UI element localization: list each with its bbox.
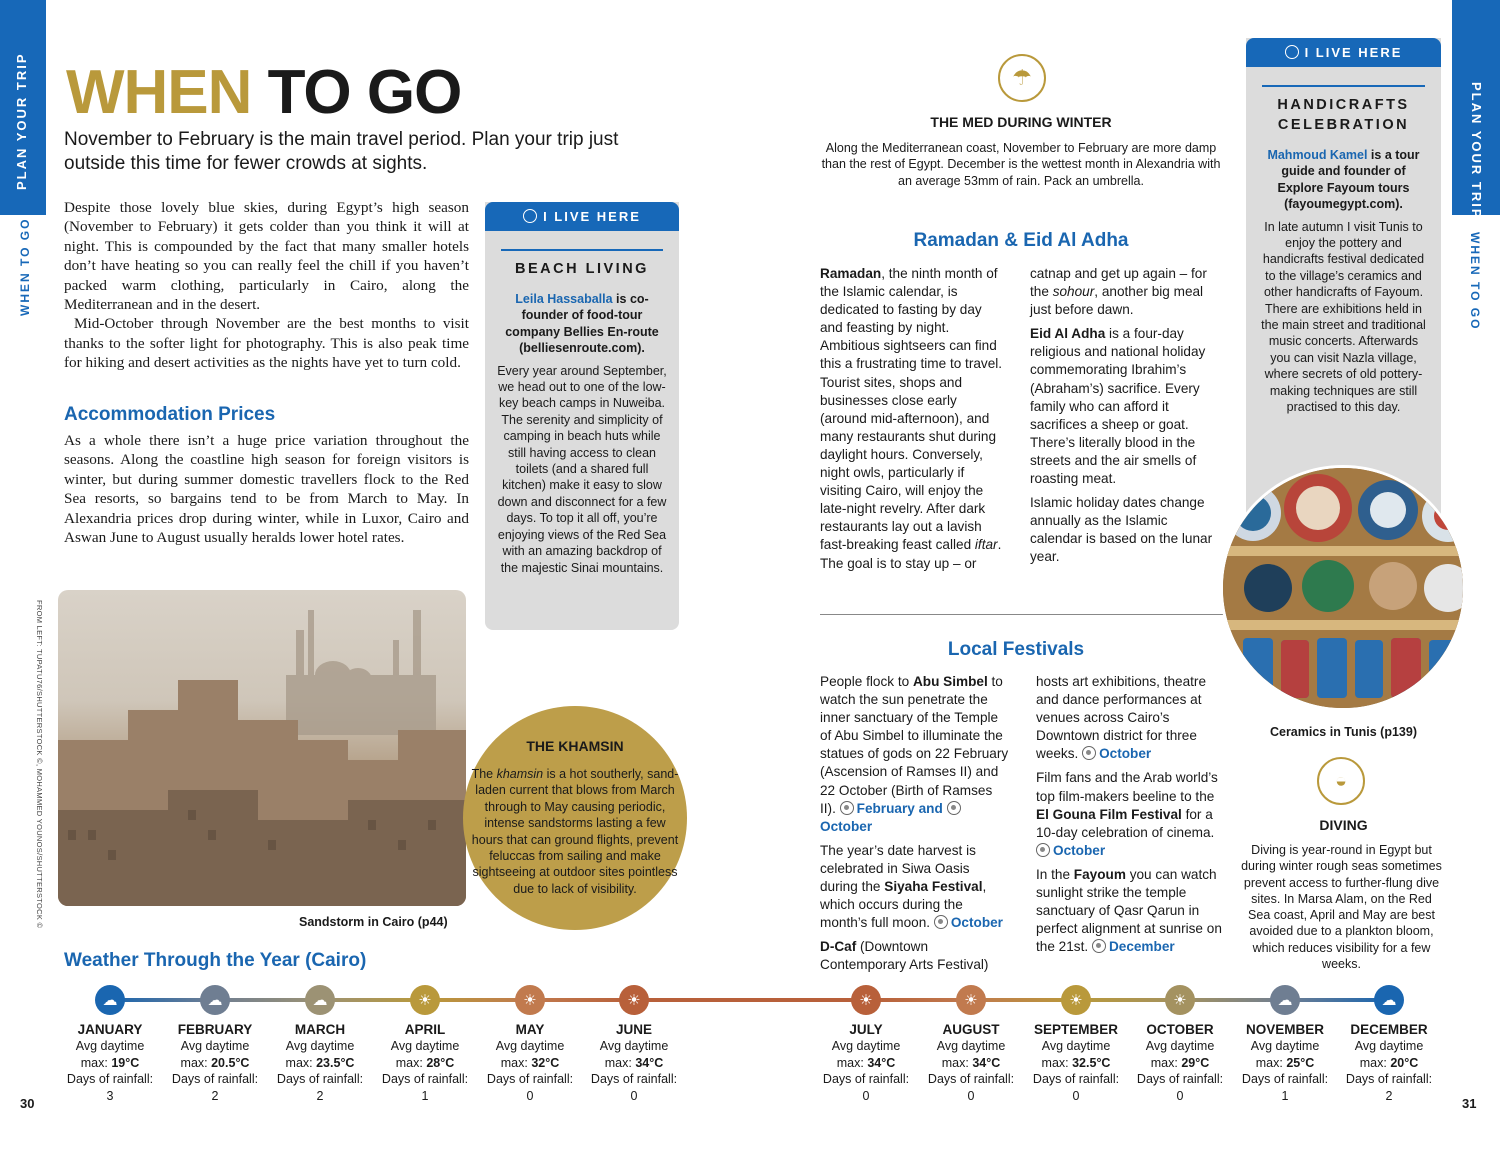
rain-label: Days of rainfall:: [927, 1072, 1015, 1087]
calendar-icon: [1092, 939, 1106, 953]
ramadan-term: Ramadan: [820, 266, 882, 281]
handicrafts-box-header-label: I LIVE HERE: [1304, 45, 1403, 60]
rain-days: 1: [1281, 1088, 1289, 1103]
month-name: AUGUST: [942, 1022, 1000, 1037]
ramadan-text-1: , the ninth month of the Islamic calendar, is dedicated to fasting by day and feasting by night. Ambitious sightseers can find this a frustrating time to travel. Tourist sites, shops and businesses close early (around mid-afternoon), and many restaurants shut during daylight hours. Conversely, night owls, particularly if visiting Cairo, will enjoy the late-night revelry. After dark restaurants lay out a lavish fast-breaking feast called: [820, 266, 1003, 553]
f1-month-1: February and: [856, 800, 943, 816]
ramadan-heading: Ramadan & Eid Al Adha: [913, 230, 1129, 251]
handicrafts-title-1: HANDICRAFTS: [1277, 97, 1410, 113]
ceramics-photo: [1220, 465, 1466, 711]
weather-month-july: [816, 1022, 916, 1104]
weather-heading: Weather Through the Year (Cairo): [64, 950, 367, 971]
f1-month-2: October: [820, 818, 873, 834]
weather-month-november: [1235, 1022, 1335, 1104]
cloud-sun-icon: ☁: [95, 985, 125, 1015]
festival-el-gouna: [1036, 769, 1226, 859]
weather-month-september: [1026, 1022, 1126, 1104]
khamsin-text-italic: khamsin: [496, 767, 544, 781]
sun-icon: ☀: [1165, 985, 1195, 1015]
accommodation-text: As a whole there isn’t a huge price variation throughout the seasons. Along the coastline high season for foreign visitors is winter, but during summer domestic travellers flock to the Red Sea resorts, so bargains tend to be from March to May. In Alexandria prices drop during winter, while in Luxor, Cairo and Aswan June to August usually heralds lower hotel rates.: [64, 432, 469, 547]
photo-credit: FROM LEFT: TUPATU76/SHUTTERSTOCK ©, MOHAMMED YOUNOS/SHUTTERSTOCK ©: [35, 600, 44, 929]
max-temp: max: 20.5°C: [180, 1055, 250, 1070]
rain-days: 2: [211, 1088, 219, 1103]
avg-label: Avg daytime: [75, 1039, 145, 1054]
month-name: JULY: [849, 1022, 883, 1037]
f5-text: you can watch sunlight strike the temple sanctuary of Qasr Qarun in perfect alignment at sunrise on the 21st.: [1036, 866, 1222, 955]
max-temp: max: 34°C: [836, 1055, 896, 1070]
max-temp: max: 34°C: [604, 1055, 664, 1070]
f5-pre: In the: [1036, 866, 1074, 882]
f1-bold: Abu Simbel: [912, 674, 988, 689]
beach-box-intro-rest: is co-founder of food-tour company Bellies En-route (belliesenroute.com).: [505, 292, 659, 356]
page-number-right: 31: [1462, 1096, 1477, 1111]
month-name: MAY: [515, 1022, 545, 1037]
month-name: FEBRUARY: [177, 1022, 253, 1037]
khamsin-circle: [463, 706, 687, 930]
max-temp: max: 25°C: [1255, 1055, 1315, 1070]
handicrafts-title: [1246, 95, 1441, 135]
beach-box-text: Every year around September, we head out to one of the low-key beach camps in Nuweiba. The serenity and simplicity of camping in beach huts while still having access to clean toilets (and a shared full kitchen) make it easy to slow down and disconnect for a few days. To top it all off, you’re enjoying views of the Red Sea with an amazing backdrop of the majestic Sinai mountains.: [497, 363, 667, 575]
calendar-icon: [947, 801, 961, 815]
rain-days: 0: [526, 1088, 534, 1103]
month-name: OCTOBER: [1146, 1022, 1214, 1037]
f1-pre: People flock to: [820, 674, 913, 689]
sun-icon: ☀: [619, 985, 649, 1015]
intro-paragraph-2: Mid-October through November are the best months to visit thanks to the softer light for photography. This is also peak time for hiking and desert activities as the nights have yet to turn cold.: [64, 315, 469, 372]
avg-label: Avg daytime: [831, 1039, 901, 1054]
beach-box-person: Leila Hassaballa: [515, 292, 613, 306]
handicrafts-intro: [1260, 147, 1427, 213]
holiday-note: Islamic holiday dates change annually as the Islamic calendar is based on the lunar year.: [1030, 495, 1213, 565]
sun-icon: ☀: [515, 985, 545, 1015]
month-name: MARCH: [294, 1022, 346, 1037]
festival-siyaha: [820, 842, 1010, 932]
ceramics-illustration: [1223, 468, 1466, 711]
weather-month-february: [165, 1022, 265, 1104]
diving-mask-icon: ◒: [1317, 757, 1365, 805]
intro-paragraph-1: Despite those lovely blue skies, during Egypt’s high season (November to February) it gets colder than you think it will at night. This is compounded by the fact that many smaller hotels don’t have heating so you can really feel the chill if you haven’t packed warm clothing, particularly in Cairo, along the Mediterranean and in the desert.: [64, 199, 469, 314]
cairo-sandstorm-photo: [58, 590, 466, 906]
max-temp: max: 20°C: [1359, 1055, 1419, 1070]
cairo-photo-caption: Sandstorm in Cairo (p44): [299, 915, 448, 929]
rain-label: Days of rainfall:: [822, 1072, 910, 1087]
cairo-skyline-illustration: [58, 590, 466, 906]
f1-text: to watch the sun penetrate the inner sanctuary of the Temple of Abu Simbel to illuminate the statues of gods on 22 February (Ascension of Ramses II) and 22 October (Birth of Ramses II).: [820, 674, 1009, 816]
cloud-sun-icon: ☁: [200, 985, 230, 1015]
handicrafts-person: Mahmoud Kamel: [1267, 148, 1368, 162]
avg-label: Avg daytime: [1145, 1039, 1215, 1054]
avg-label: Avg daytime: [1250, 1039, 1320, 1054]
month-name: NOVEMBER: [1245, 1022, 1324, 1037]
cloud-sun-icon: ☁: [305, 985, 335, 1015]
festivals-heading: Local Festivals: [947, 639, 1085, 660]
max-temp: max: 28°C: [395, 1055, 455, 1070]
cloud-sun-icon: ☁: [1374, 985, 1404, 1015]
pin-icon: [523, 209, 537, 223]
calendar-icon: [1082, 746, 1096, 760]
khamsin-text: [471, 766, 679, 897]
lead-paragraph: November to February is the main travel period. Plan your trip just outside this time for fewer crowds at sights.: [64, 129, 619, 174]
umbrella-icon: ☂: [998, 54, 1046, 102]
eid-text: is a four-day religious and national holiday commemorating Ibrahim’s (Abraham’s) sacrifice. Every family who can afford it sacrifices a sheep or goat. There’s literally blood in the streets and the air smells of roasting meat.: [1030, 326, 1206, 487]
weather-month-december: [1339, 1022, 1439, 1104]
ramadan-sohour: sohour: [1052, 284, 1095, 300]
handicrafts-text: In late autumn I visit Tunis to enjoy the pottery and handicrafts festival dedicated to the village’s ceramics and other handicrafts of Fayoum. There are exhibitions held in the main street and traditional music concerts. Afterwards you can visit Nazla village, where secrets of old pottery-making techniques are still practised to this day.: [1261, 219, 1426, 415]
weather-line-segment: [634, 998, 866, 1002]
sun-icon: ☀: [851, 985, 881, 1015]
f2-bold: Siyaha Festival: [884, 879, 983, 895]
f2-text: , which occurs during the month’s full moon.: [820, 879, 987, 931]
avg-label: Avg daytime: [390, 1039, 460, 1054]
weather-month-august: [921, 1022, 1021, 1104]
left-tab-label: PLAN YOUR TRIP: [14, 52, 29, 190]
khamsin-text-post: is a hot southerly, sand-laden current that blows from March through to May causing periodic, intense sandstorms lasting a few hours that can ground flights, prevent feluccas from sailing and make sightseeing at outdoor sites pointless due to lack of visibility.: [471, 767, 679, 896]
beach-box-header: [485, 202, 679, 231]
max-temp: max: 19°C: [80, 1055, 140, 1070]
rain-days: 0: [967, 1088, 975, 1103]
max-temp: max: 23.5°C: [285, 1055, 355, 1070]
rain-days: 3: [106, 1088, 114, 1103]
f2-month: October: [950, 915, 1003, 931]
f4-pre: Film fans and the Arab world’s top film-makers beeline to the: [1036, 770, 1218, 804]
max-temp: max: 29°C: [1150, 1055, 1210, 1070]
khamsin-text-pre: The: [471, 767, 497, 781]
weather-month-april: [375, 1022, 475, 1104]
f2-pre: The year’s date harvest is celebrated in Siwa Oasis during the: [820, 842, 976, 895]
rain-label: Days of rainfall:: [381, 1072, 469, 1087]
avg-label: Avg daytime: [936, 1039, 1006, 1054]
beach-box-header-label: I LIVE HERE: [543, 209, 641, 224]
med-text: Along the Mediterranean coast, November to February are more damp than the rest of Egypt. December is the wettest month in Alexandria with an average 53mm of rain. Pack an umbrella.: [821, 141, 1221, 188]
f3-text: (Downtown Contemporary Arts Festival) hosts art exhibitions, theatre and dance performances at venues across Cairo’s Downtown district for three weeks.: [820, 674, 1207, 973]
eid-paragraph: [1030, 325, 1214, 488]
weather-month-may: [480, 1022, 580, 1104]
avg-label: Avg daytime: [495, 1039, 565, 1054]
rain-label: Days of rainfall:: [1136, 1072, 1224, 1087]
ramadan-text-3: , another big meal just before dawn.: [1030, 284, 1204, 318]
rain-days: 0: [862, 1088, 870, 1103]
sun-icon: ☀: [956, 985, 986, 1015]
avg-label: Avg daytime: [1041, 1039, 1111, 1054]
f5-bold: Fayoum: [1073, 866, 1126, 882]
rain-label: Days of rainfall:: [1241, 1072, 1329, 1087]
rain-days: 0: [1176, 1088, 1184, 1103]
title-to-go: TO GO: [267, 58, 462, 127]
page-number-left: 30: [20, 1096, 35, 1111]
left-side-tab: [0, 0, 46, 215]
beach-living-box: [485, 202, 679, 630]
right-side-tab: [1452, 0, 1500, 220]
rain-days: 0: [1072, 1088, 1080, 1103]
med-title: THE MED DURING WINTER: [930, 114, 1112, 130]
rain-days: 2: [316, 1088, 324, 1103]
calendar-icon: [934, 915, 948, 929]
sun-icon: ☀: [1061, 985, 1091, 1015]
calendar-icon: [1036, 843, 1050, 857]
rain-days: 2: [1385, 1088, 1393, 1103]
rain-label: Days of rainfall:: [486, 1072, 574, 1087]
max-temp: max: 32.5°C: [1041, 1055, 1111, 1070]
beach-box-title: BEACH LIVING: [515, 261, 649, 277]
month-name: JUNE: [615, 1022, 652, 1037]
handicrafts-intro-rest: is a tour guide and founder of Explore Fayoum tours (fayoumegypt.com).: [1277, 148, 1420, 212]
f5-month: December: [1108, 939, 1175, 955]
rain-label: Days of rainfall:: [276, 1072, 364, 1087]
rain-label: Days of rainfall:: [66, 1072, 154, 1087]
rain-label: Days of rainfall:: [1032, 1072, 1120, 1087]
rain-label: Days of rainfall:: [1345, 1072, 1433, 1087]
rain-days: 0: [630, 1088, 638, 1103]
ramadan-text-2: . The goal is to stay up – or catnap and get up again – for the: [820, 266, 1207, 571]
avg-label: Avg daytime: [599, 1039, 669, 1054]
eid-term: Eid Al Adha: [1030, 326, 1106, 342]
pin-icon: [1285, 45, 1299, 59]
title-when: WHEN: [66, 58, 252, 127]
month-name: APRIL: [404, 1022, 446, 1037]
ramadan-text: [820, 265, 1214, 573]
page-title: [66, 58, 461, 128]
ceramics-caption: Ceramics in Tunis (p139): [1269, 725, 1418, 739]
diving-title: DIVING: [1319, 817, 1368, 833]
khamsin-title: THE KHAMSIN: [526, 738, 624, 754]
right-section-label: WHEN TO GO: [1468, 232, 1482, 331]
ramadan-iftar: iftar: [974, 537, 998, 553]
festival-abu-simbel: [820, 673, 1010, 836]
rain-days: 1: [421, 1088, 429, 1103]
max-temp: max: 34°C: [941, 1055, 1001, 1070]
section-divider: [820, 614, 1240, 615]
accommodation-heading: Accommodation Prices: [64, 404, 276, 425]
f4-month: October: [1053, 842, 1106, 858]
festivals-text: [820, 673, 1226, 975]
weather-month-january: [60, 1022, 160, 1104]
weather-month-october: [1130, 1022, 1230, 1104]
left-section-label: WHEN TO GO: [18, 217, 32, 316]
weather-month-june: [584, 1022, 684, 1104]
rain-label: Days of rainfall:: [171, 1072, 259, 1087]
max-temp: max: 32°C: [500, 1055, 560, 1070]
sun-icon: ☀: [410, 985, 440, 1015]
handicrafts-box-header: [1246, 38, 1441, 67]
month-name: JANUARY: [77, 1022, 143, 1037]
f4-bold: El Gouna Film Festival: [1036, 806, 1182, 822]
right-tab-label: PLAN YOUR TRIP: [1469, 82, 1484, 220]
f4-text: for a 10-day celebration of cinema.: [1036, 806, 1215, 840]
f3-bold: D-Caf: [820, 939, 857, 955]
avg-label: Avg daytime: [285, 1039, 355, 1054]
cloud-sun-icon: ☁: [1270, 985, 1300, 1015]
intro-text: [64, 198, 469, 373]
avg-label: Avg daytime: [180, 1039, 250, 1054]
rain-label: Days of rainfall:: [590, 1072, 678, 1087]
weather-month-march: [270, 1022, 370, 1104]
diving-text: Diving is year-round in Egypt but during winter rough seas sometimes prevent access to further-flung dive sites. In Marsa Alam, on the Red Sea coast, April and May are best avoided due to a plankton bloom, which reduces visibility for a few weeks.: [1241, 843, 1442, 972]
month-name: SEPTEMBER: [1033, 1022, 1118, 1037]
avg-label: Avg daytime: [1354, 1039, 1424, 1054]
calendar-icon: [840, 801, 854, 815]
beach-box-intro: [499, 291, 665, 357]
handicrafts-title-2: CELEBRATION: [1277, 117, 1410, 133]
festival-fayoum: [1036, 866, 1226, 956]
month-name: DECEMBER: [1350, 1022, 1428, 1037]
handicrafts-box: [1246, 38, 1441, 538]
f3-month: October: [1099, 746, 1152, 762]
